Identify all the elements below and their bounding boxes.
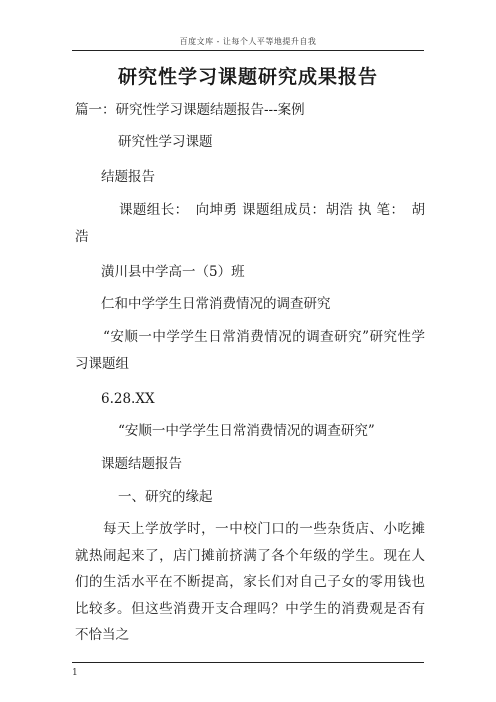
paragraph: 课题组长： 向坤勇 课题组成员：胡浩 执 笔： 胡浩 [75,202,425,245]
paragraph: 潢川县中学高一（5）班 [101,264,245,280]
footer-divider [72,662,424,663]
paragraph: 6.28.XX [101,391,155,407]
paragraph: 仁和中学学生日常消费情况的调查研究 [101,296,331,312]
paragraph: 结题报告 [101,169,155,185]
section-heading: 一、研究的缘起 [118,489,213,505]
page-number: 1 [72,668,78,678]
paragraph: 每天上学放学时，一中校门口的一些杂货店、小吃摊就热闹起来了，店门摊前挤满了各个年级的学生。现在人们的生活水平在不断提高，家长们对自己子女的零用钱也比较多。但这些消费开支合理吗？中学生的消费观是否有不恰当之 [75,521,425,643]
paragraph: “安顺一中学学生日常消费情况的调查研究” [118,423,375,439]
header-divider [72,50,424,51]
page-header: 百度文库 - 让每个人平等地提升自我 [179,37,317,46]
document-title: 研究性学习课题研究成果报告 [117,66,378,88]
paragraph: 课题结题报告 [101,456,182,472]
paragraph: 篇一：研究性学习课题结题报告---案例 [75,102,305,118]
paragraph: 研究性学习课题 [118,134,213,150]
paragraph: “安顺一中学学生日常消费情况的调查研究”研究性学习课题组 [75,329,425,372]
